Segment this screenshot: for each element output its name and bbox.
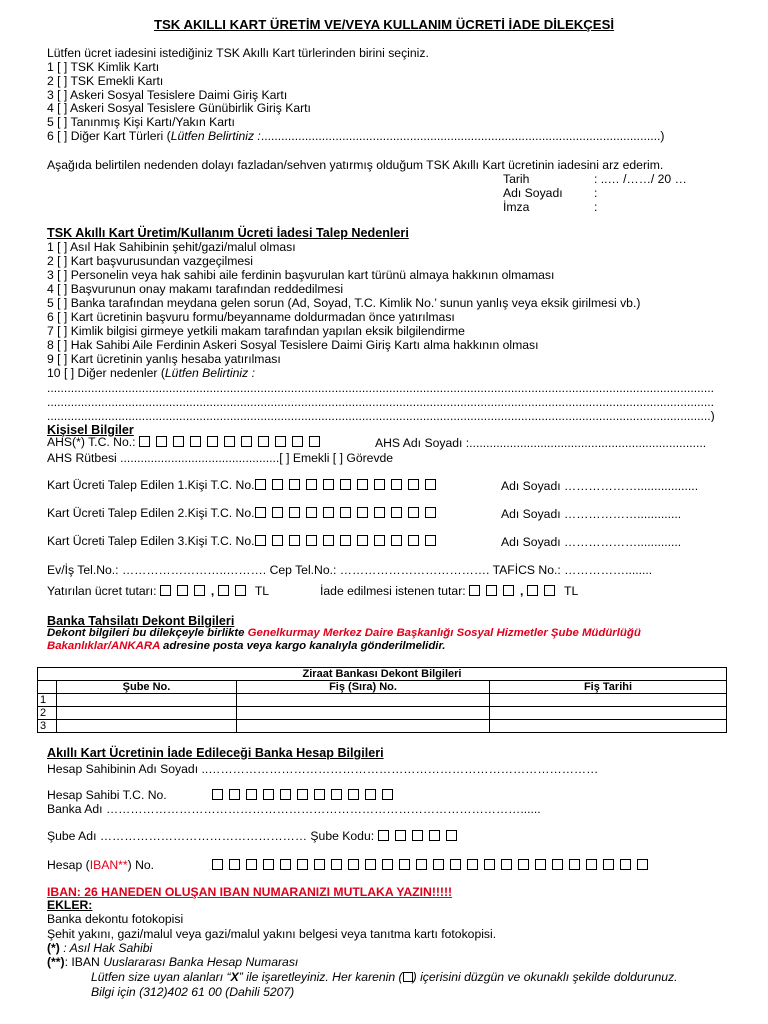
receipt-city: Bakanlıklar/ANKARA xyxy=(47,640,160,652)
date-label: Tarih xyxy=(503,172,530,186)
card-type-4[interactable]: 4 [ ] Askeri Sosyal Tesislere Günübirlik Giriş Kartı xyxy=(47,101,311,115)
cell-slip[interactable] xyxy=(237,694,490,707)
cell-slip[interactable] xyxy=(237,707,490,720)
table-row xyxy=(38,694,727,707)
card-type-3[interactable]: 3 [ ] Askeri Sosyal Tesislere Daimi Giriş Kartı xyxy=(47,88,288,102)
contact-info: Bilgi için (312)402 61 00 (Dahili 5207) xyxy=(91,985,295,999)
reason-7[interactable]: 7 [ ] Kimlik bilgisi girmeye yetkili makam tarafından yapılan eksik bilgilendirme xyxy=(47,324,465,338)
card-type-1[interactable]: 1 [ ] TSK Kimlik Kartı xyxy=(47,60,160,74)
reason-10-label: 10 [ ] Diğer nedenler ( xyxy=(47,366,165,380)
paid-amount-boxes[interactable] xyxy=(160,585,252,597)
person-1-label: Kart Ücreti Talep Edilen 1.Kişi T.C. No. xyxy=(47,478,255,492)
signature-field[interactable]: : xyxy=(594,200,598,214)
card-type-5[interactable]: 5 [ ] Tanınmış Kişi Kartı/Yakın Kartı xyxy=(47,115,235,129)
iban-boxes[interactable] xyxy=(212,859,654,871)
column-slip-no: Fiş (Sıra) No. xyxy=(237,681,490,694)
receipt-instructions-1 xyxy=(47,628,641,639)
attachment-1: Banka dekontu fotokopisi xyxy=(47,912,184,926)
fill-note-x: X xyxy=(230,970,239,984)
declaration-text: Aşağıda belirtilen nedenden dolayı fazladan/sehven yatırmış olduğum TSK Akıllı Kart ücretinin iadesini arz ederim. xyxy=(47,158,664,172)
card-type-6[interactable] xyxy=(47,130,664,142)
other-reason-line-2[interactable]: ..................................................................................................................................................................................................... xyxy=(47,396,715,409)
personal-title: Kişisel Bilgiler xyxy=(47,423,134,437)
receipt-title: Banka Tahsilatı Dekont Bilgileri xyxy=(47,614,235,628)
fill-note-b: ” ile işaretleyiniz. Her karenin ( xyxy=(238,970,403,984)
page-title: TSK AKILLI KART ÜRETİM VE/VEYA KULLANIM ÜCRETİ İADE DİLEKÇESİ xyxy=(153,17,615,32)
reason-2[interactable]: 2 [ ] Kart başvurusundan vazgeçilmesi xyxy=(47,254,253,268)
reason-10[interactable] xyxy=(47,367,255,379)
person-1-row xyxy=(47,479,442,491)
paid-amount-row xyxy=(47,585,269,597)
branch-code-boxes[interactable] xyxy=(378,830,463,842)
row-number: 1 xyxy=(38,694,57,707)
refund-amount-boxes[interactable] xyxy=(469,585,561,597)
fill-instructions xyxy=(91,971,678,983)
row-number: 2 xyxy=(38,707,57,720)
name-field[interactable]: : xyxy=(594,186,598,200)
column-slip-date: Fiş Tarihi xyxy=(490,681,727,694)
cell-date[interactable] xyxy=(490,694,727,707)
signature-label: İmza xyxy=(503,200,530,214)
attachment-2: Şehit yakını, gazi/malul veya gazi/malul yakını belgesi veya tanıtma kartı fotokopisi. xyxy=(47,927,497,941)
note-2 xyxy=(47,956,298,968)
receipt-text-2: adresine posta veya kargo kanalıyla gönderilmelidir. xyxy=(159,640,446,652)
date-field[interactable]: : ..… /……/ 20 … xyxy=(594,172,687,186)
refund-amount-row xyxy=(320,585,578,597)
bank-account-title: Akıllı Kart Ücretinin İade Edileceği Banka Hesap Bilgileri xyxy=(47,746,384,760)
branch-label: Şube Adı …………………………………………… Şube Kodu: xyxy=(47,829,375,843)
reason-10-hint: Lütfen Belirtiniz : xyxy=(164,366,255,380)
note-1-text: : Asıl Hak Sahibi xyxy=(59,941,153,955)
paid-currency: TL xyxy=(254,584,270,598)
paid-comma: , xyxy=(210,584,215,598)
cell-branch[interactable] xyxy=(57,694,237,707)
person-2-name[interactable]: Adı Soyadı ………………............. xyxy=(501,507,682,521)
note-1-mark: (*) xyxy=(47,941,60,955)
attachments-title: EKLER: xyxy=(47,898,93,912)
card-type-6-hint: Lütfen Belirtiniz : xyxy=(170,129,261,143)
person-1-name[interactable]: Adı Soyadı ……………….................. xyxy=(501,479,699,493)
note-2-text: Uuslararası Banka Hesap Numarası xyxy=(103,955,299,969)
intro-text: Lütfen ücret iadesini istediğiniz TSK Akıllı Kart türlerinden birini seçiniz. xyxy=(47,46,429,60)
refund-currency: TL xyxy=(564,584,579,598)
ahs-tc-row xyxy=(47,436,326,448)
person-2-tc-boxes[interactable] xyxy=(255,507,442,519)
card-type-2[interactable]: 2 [ ] TSK Emekli Kartı xyxy=(47,74,164,88)
receipt-text: Dekont bilgileri bu dilekçeyle birlikte xyxy=(47,627,248,639)
note-2-mark: (**) xyxy=(47,955,65,969)
other-reason-line-3[interactable]: ....................................................................................................................................................................................................) xyxy=(47,410,715,423)
branch-row xyxy=(47,830,463,842)
note-1 xyxy=(47,942,152,954)
ahs-name-field[interactable]: AHS Adı Soyadı :...................................................................... xyxy=(375,436,707,450)
iban-label-pre: Hesap ( xyxy=(47,858,90,872)
person-3-label: Kart Ücreti Talep Edilen 3.Kişi T.C. No. xyxy=(47,534,255,548)
account-tc-boxes[interactable] xyxy=(212,789,399,801)
account-holder-field[interactable]: Hesap Sahibinin Adı Soyadı ..…………………………………………………………………………………… xyxy=(47,762,599,776)
row-number: 3 xyxy=(38,720,57,733)
bank-name-field[interactable]: Banka Adı …………………………………………………………………………………………...... xyxy=(47,802,541,816)
refund-amount-label: İade edilmesi istenen tutar: xyxy=(320,584,466,598)
reason-8[interactable]: 8 [ ] Hak Sahibi Aile Ferdinin Askeri Sosyal Tesislere Daimi Giriş Kartı alma hakkının olması xyxy=(47,338,539,352)
person-3-name[interactable]: Adı Soyadı ………………............. xyxy=(501,535,682,549)
reason-9[interactable]: 9 [ ] Kart ücretinin yanlış hesaba yatırılması xyxy=(47,352,281,366)
paid-amount-label: Yatırılan ücret tutarı: xyxy=(47,584,157,598)
column-branch-no: Şube No. xyxy=(57,681,237,694)
reason-3[interactable]: 3 [ ] Personelin veya hak sahibi aile ferdinin başvurulan kart türünü almaya hakkının olmaması xyxy=(47,268,555,282)
iban-label xyxy=(47,859,154,871)
receipt-instructions-2 xyxy=(47,641,445,652)
reason-6[interactable]: 6 [ ] Kart ücretinin başvuru formu/beyanname doldurmadan önce yatırılması xyxy=(47,310,455,324)
fill-note-a: Lütfen size uyan alanları “ xyxy=(91,970,231,984)
card-type-6-dots: ......................................................................................................................) xyxy=(260,129,665,143)
table-row xyxy=(38,720,727,733)
cell-date[interactable] xyxy=(490,707,727,720)
person-1-tc-boxes[interactable] xyxy=(255,479,442,491)
reasons-title: TSK Akıllı Kart Üretim/Kullanım Ücreti İadesi Talep Nedenleri xyxy=(47,226,409,240)
box-icon xyxy=(403,972,413,982)
phone-row[interactable]: Ev/İş Tel.No.: ……………………..………. Cep Tel.No.: ………………………………. TAFİCS No.: ……………........ xyxy=(47,563,653,577)
cell-branch[interactable] xyxy=(57,720,237,733)
table-row xyxy=(38,707,727,720)
refund-comma: , xyxy=(520,584,524,598)
ahs-tc-boxes[interactable] xyxy=(139,436,326,448)
person-2-label: Kart Ücreti Talep Edilen 2.Kişi T.C. No. xyxy=(47,506,255,520)
fill-note-c: ) içerisini düzgün ve okunaklı şekilde doldurunuz. xyxy=(412,970,678,984)
person-3-row xyxy=(47,535,442,547)
iban-warning: IBAN: 26 HANEDEN OLUŞAN IBAN NUMARANIZI MUTLAKA YAZIN!!!!! xyxy=(47,885,453,899)
ahs-rank-row[interactable]: AHS Rütbesi ...............................................[ ] Emekli [ ] Görevde xyxy=(47,451,394,465)
note-2-pre: : IBAN xyxy=(64,955,104,969)
receipt-table-header: Ziraat Bankası Dekont Bilgileri xyxy=(38,668,727,681)
person-2-row xyxy=(47,507,442,519)
person-3-tc-boxes[interactable] xyxy=(255,535,442,547)
receipt-address: Genelkurmay Merkez Daire Başkanlığı Sosyal Hizmetler Şube Müdürlüğü xyxy=(247,627,641,639)
reason-4[interactable]: 4 [ ] Başvurunun onay makamı tarafından reddedilmesi xyxy=(47,282,344,296)
account-tc-label: Hesap Sahibi T.C. No. xyxy=(47,788,167,802)
cell-slip[interactable] xyxy=(237,720,490,733)
reason-5[interactable]: 5 [ ] Banka tarafından meydana gelen sorun (Ad, Soyad, T.C. Kimlik No.’ sunun yanlış veya eksik girilmesi vb.) xyxy=(47,296,641,310)
name-label: Adı Soyadı xyxy=(503,186,563,200)
cell-date[interactable] xyxy=(490,720,727,733)
receipt-table xyxy=(37,667,727,733)
card-type-6-label: 6 [ ] Diğer Kart Türleri ( xyxy=(47,129,171,143)
ahs-tc-label: AHS(*) T.C. No.: xyxy=(47,435,136,449)
iban-label-post: ) No. xyxy=(127,858,155,872)
reason-1[interactable]: 1 [ ] Asıl Hak Sahibinin şehit/gazi/malul olması xyxy=(47,240,296,254)
iban-label-red: IBAN** xyxy=(89,858,128,872)
cell-branch[interactable] xyxy=(57,707,237,720)
other-reason-line-1[interactable]: ..................................................................................................................................................................................................... xyxy=(47,382,715,395)
